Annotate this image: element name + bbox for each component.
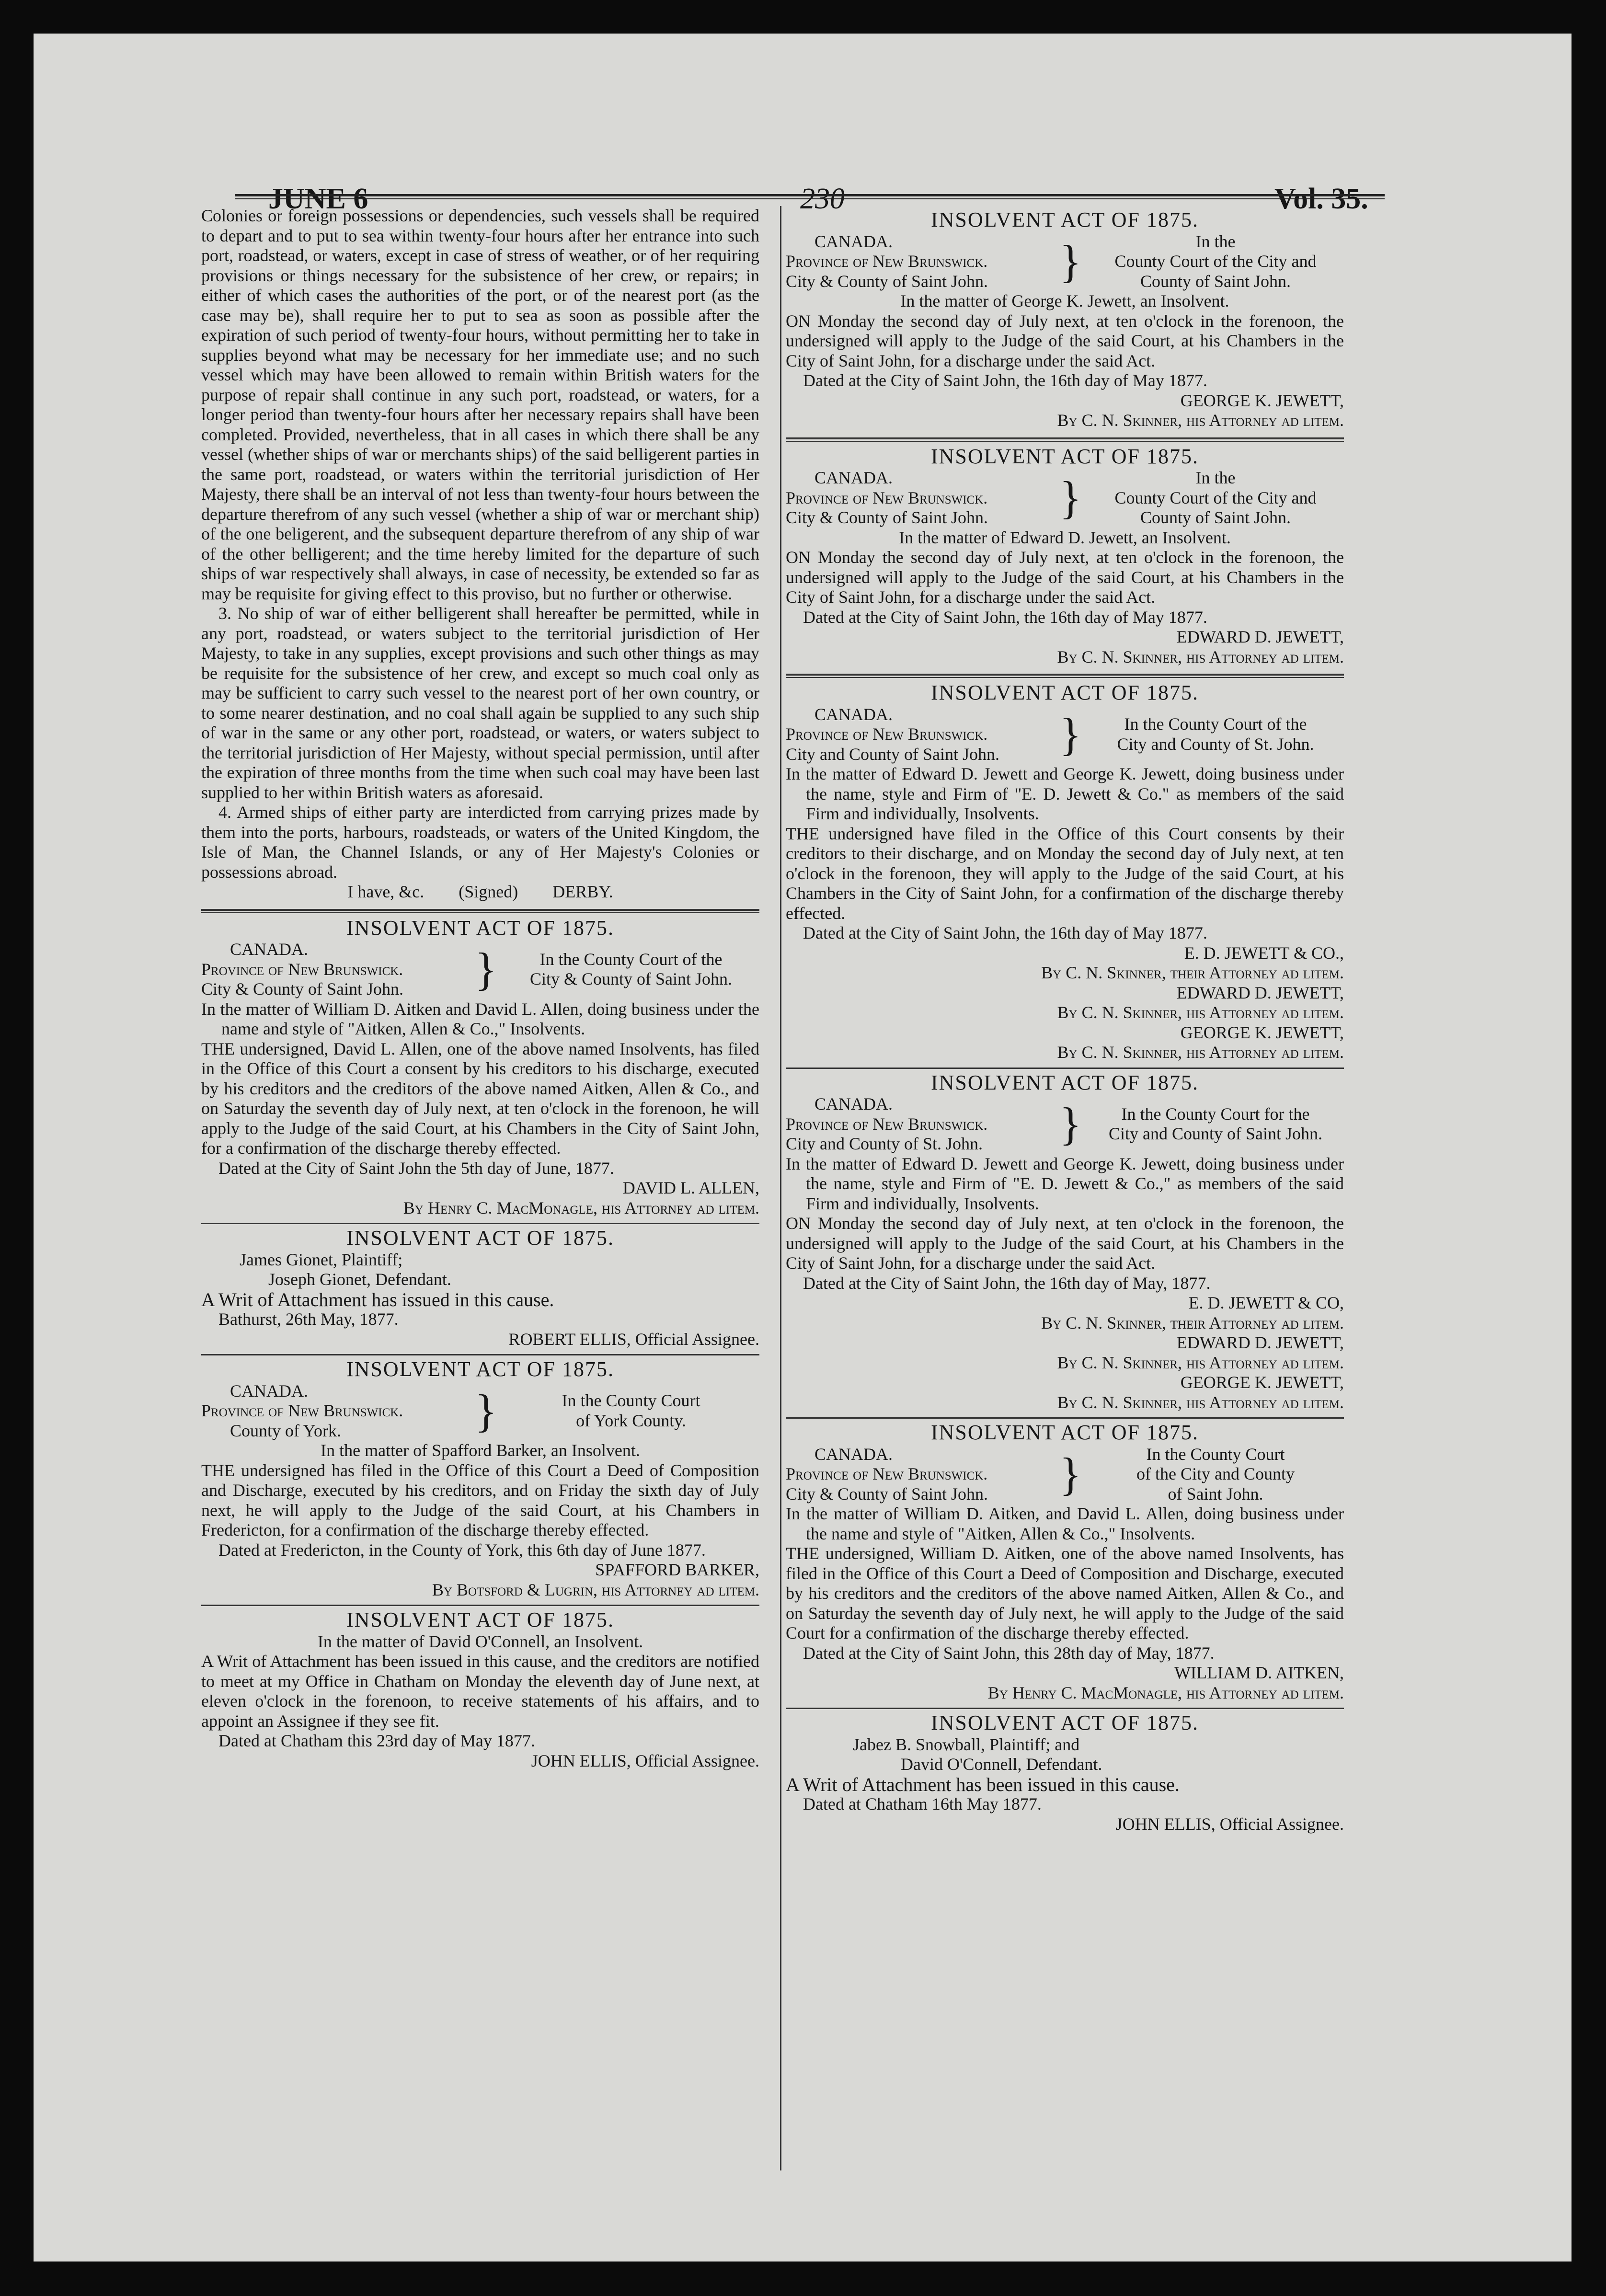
plaintiff-line: Jabez B. Snowball, Plaintiff; and: [853, 1734, 1080, 1754]
country-label: CANADA.: [814, 468, 893, 487]
signatory: E. D. JEWETT & CO.,: [1184, 943, 1344, 963]
clause-3: 3. No ship of war of either belligerent shall hereafter be permitted, while in any port, roadstead, or waters subject to the territorial jurisdiction of Her Majesty, to take in any supplies, except provisions and such other things as may be requisite for the subsistence of her crew, and except so much coal only as may be sufficient to carry such vessel to the nearest port of her own country, or to some nearer destination, and no coal shall again be supplied to any such ship of war in the same or any other port, roadstead, or waters, or waters subject to the territorial jurisdiction of Her Majesty, without special permission, until after the expiration of three months from the time when such coal may have been last supplied to her within British waters as aforesaid.: [201, 604, 759, 802]
notice-matter: In the matter of William D. Aitken and David L. Allen, doing business under the name and style of "Aitken, Allen & Co.," Insolvents.: [201, 999, 759, 1038]
writ-line: A Writ of Attachment has issued in this cause.: [201, 1288, 554, 1310]
court-heading: [786, 468, 1344, 528]
signatory: E. D. JEWETT & CO,: [1188, 1293, 1344, 1312]
signatory: EDWARD D. JEWETT,: [1176, 1333, 1344, 1352]
notice-title: INSOLVENT ACT OF 1875.: [930, 1070, 1199, 1094]
notice-gionet: [201, 1228, 759, 1349]
notice-jewett-firm-discharge: [786, 1070, 1344, 1413]
province-label: Province of New Brunswick.: [201, 959, 403, 979]
notice-body: THE undersigned, William D. Aitken, one of the above named Insolvents, has filed in the Office of this Court a Deed of Composition and Discharge, executed by his creditors and the creditors of the above named Aitken, Allen & Co., and on Saturday the seventh day of July next, he will apply to the Judge of the said Court for a confirmation of the discharge thereby effected.: [786, 1544, 1344, 1642]
notice-jewett-firm-consent: [786, 683, 1344, 1063]
notice-separator: [201, 909, 759, 913]
notice-title: INSOLVENT ACT OF 1875.: [346, 1226, 615, 1250]
attorney-line: By C. N. Skinner, his Attorney ad litem.: [1057, 1392, 1344, 1412]
notice-dated: Dated at the City of Saint John, the 16th day of May 1877.: [803, 923, 1207, 942]
country-label: CANADA.: [814, 231, 893, 251]
notice-barker: [201, 1359, 759, 1600]
court-line: City & County of Saint John.: [530, 969, 733, 989]
court-line: County Court of the City and: [1114, 488, 1317, 507]
notice-matter: In the matter of William D. Aitken, and David L. Allen, doing business under the name and style of "Aitken, Allen & Co.," Insolvents.: [786, 1504, 1344, 1543]
signatory: EDWARD D. JEWETT,: [1176, 627, 1344, 646]
notice-matter: In the matter of Spafford Barker, an Insolvent.: [321, 1441, 640, 1460]
notice-aitken-allen: [201, 918, 759, 1218]
signatory: GEORGE K. JEWETT,: [1180, 1373, 1344, 1392]
notice-separator: [786, 1068, 1344, 1069]
attorney-line: By C. N. Skinner, his Attorney ad litem.: [1057, 1353, 1344, 1372]
signatory: JOHN ELLIS, Official Assignee.: [531, 1751, 759, 1770]
province-label: Province of New Brunswick.: [786, 1464, 988, 1483]
county-label: City & County of Saint John.: [786, 271, 988, 291]
court-line: City and County of Saint John.: [1109, 1124, 1323, 1144]
notice-separator: [786, 674, 1344, 678]
attorney-line: By C. N. Skinner, his Attorney ad litem.: [1057, 411, 1344, 430]
notice-aitken: [786, 1423, 1344, 1703]
notice-matter: In the matter of Edward D. Jewett and George K. Jewett, doing business under the name, style and Firm of "E. D. Jewett & Co." as members of the said Firm and individually, Insolvents.: [786, 764, 1344, 823]
letter-closing: I have, &c. (Signed) DERBY.: [347, 882, 613, 901]
notice-separator: [201, 1605, 759, 1606]
notice-oconnell: [201, 1610, 759, 1771]
notice-matter: In the matter of Edward D. Jewett and George K. Jewett, doing business under the name, style and Firm of "E. D. Jewett & Co.," as members of the said Firm and individually, Insolvents.: [786, 1154, 1344, 1213]
notice-matter: In the matter of David O'Connell, an Insolvent.: [317, 1631, 643, 1651]
notice-title: INSOLVENT ACT OF 1875.: [930, 681, 1199, 704]
page-number: 230: [800, 183, 845, 215]
right-column: [786, 206, 1344, 1834]
notice-separator: [201, 1354, 759, 1355]
notice-body: ON Monday the second day of July next, at ten o'clock in the forenoon, the undersigned will apply to the Judge of the said Court, at his Chambers in the City of Saint John, for a discharge under the said Act.: [786, 311, 1344, 370]
defendant-line: David O'Connell, Defendant.: [901, 1755, 1102, 1774]
notice-edward-jewett: [786, 444, 1344, 667]
notice-body: THE undersigned have filed in the Office of this Court consents by their creditors to their discharge, and on Monday the second day of July next, at ten o'clock in the forenoon, they will apply to the Judge of the said Court, at his Chambers in the City of Saint John, for a confirmation of the discharge thereby effected.: [786, 824, 1344, 923]
notice-body: A Writ of Attachment has been issued in this cause, and the creditors are notified to meet at my Office in Chatham on Monday the eleventh day of June next, at eleven o'clock in the forenoon, to receive statements of his affairs, and to appoint an Assignee if they see fit.: [201, 1652, 759, 1731]
notice-dated: Dated at Fredericton, in the County of York, this 6th day of June 1877.: [218, 1540, 706, 1560]
notice-body: ON Monday the second day of July next, at ten o'clock in the forenoon, the undersigned will apply to the Judge of the said Court, at his Chambers in the City of Saint John, for a discharge under the said Act.: [786, 1214, 1344, 1273]
column-divider: [780, 206, 781, 2170]
court-line: In the County Court of the: [1124, 714, 1307, 734]
court-line: City and County of St. John.: [1117, 734, 1314, 754]
court-line: In the: [1195, 231, 1236, 251]
volume-number: Vol. 35.: [1274, 183, 1368, 215]
attorney-line: By C. N. Skinner, his Attorney ad litem.: [1057, 647, 1344, 666]
brace-glyph: }: [475, 943, 497, 995]
notice-separator: [786, 1417, 1344, 1419]
court-heading: [786, 232, 1344, 292]
province-label: Province of New Brunswick.: [201, 1401, 403, 1420]
attorney-line: By C. N. Skinner, his Attorney ad litem.: [1057, 1003, 1344, 1022]
signatory: ROBERT ELLIS, Official Assignee.: [508, 1329, 759, 1349]
country-label: CANADA.: [230, 940, 309, 959]
county-label: City & County of Saint John.: [786, 1484, 988, 1504]
left-column: [201, 206, 759, 1771]
court-heading: [201, 1381, 759, 1441]
signatory: SPAFFORD BARKER,: [595, 1560, 759, 1579]
court-line: County Court of the City and: [1114, 252, 1317, 271]
defendant-line: Joseph Gionet, Defendant.: [268, 1270, 451, 1289]
notice-title: INSOLVENT ACT OF 1875.: [346, 1357, 615, 1381]
notice-dated: Bathurst, 26th May, 1877.: [218, 1309, 399, 1329]
notice-title: INSOLVENT ACT OF 1875.: [930, 444, 1199, 468]
court-line: of the City and County: [1136, 1464, 1295, 1483]
brace-glyph: }: [1059, 1448, 1082, 1500]
attorney-line: By C. N. Skinner, his Attorney ad litem.: [1057, 1043, 1344, 1062]
notice-title: INSOLVENT ACT OF 1875.: [930, 1421, 1199, 1444]
notice-title: INSOLVENT ACT OF 1875.: [930, 1711, 1199, 1734]
county-label: City & County of Saint John.: [201, 979, 404, 999]
signatory: GEORGE K. JEWETT,: [1180, 390, 1344, 410]
signatory: DAVID L. ALLEN,: [622, 1178, 759, 1197]
province-label: Province of New Brunswick.: [786, 488, 988, 507]
brace-glyph: }: [1059, 472, 1082, 524]
county-label: City and County of Saint John.: [786, 744, 1000, 764]
notice-dated: Dated at the City of Saint John, the 16th day of May, 1877.: [803, 1273, 1211, 1293]
notice-body: ON Monday the second day of July next, at ten o'clock in the forenoon, the undersigned will apply to the Judge of the said Court, at his Chambers in the City of Saint John, for a discharge under the said Act.: [786, 548, 1344, 607]
notice-george-jewett: [786, 210, 1344, 431]
province-label: Province of New Brunswick.: [786, 724, 988, 744]
country-label: CANADA.: [814, 704, 893, 724]
country-label: CANADA.: [230, 1381, 309, 1401]
notice-separator: [786, 1708, 1344, 1709]
signatory: JOHN ELLIS, Official Assignee.: [1115, 1814, 1344, 1834]
court-line: In the County Court: [562, 1391, 700, 1411]
court-line: County of Saint John.: [1140, 271, 1291, 291]
court-heading: [201, 940, 759, 999]
clause-4: 4. Armed ships of either party are interdicted from carrying prizes made by them into the ports, harbours, roadsteads, or waters of the United Kingdom, the Isle of Man, the Channel Islands, or any of Her Majesty's Colonies or possessions abroad.: [201, 803, 759, 882]
issue-date: JUNE 6: [268, 183, 368, 215]
notice-snowball: [786, 1713, 1344, 1834]
court-line: In the: [1195, 468, 1236, 487]
notice-matter: In the matter of George K. Jewett, an Insolvent.: [900, 291, 1229, 310]
notice-title: INSOLVENT ACT OF 1875.: [346, 916, 615, 940]
court-heading: [786, 1445, 1344, 1504]
notice-separator: [786, 437, 1344, 442]
notice-dated: Dated at the City of Saint John the 5th day of June, 1877.: [218, 1158, 614, 1178]
brace-glyph: }: [475, 1385, 497, 1436]
attorney-line: By Henry C. MacMonagle, his Attorney ad litem.: [403, 1198, 759, 1217]
notice-title: INSOLVENT ACT OF 1875.: [346, 1608, 615, 1631]
country-label: CANADA.: [814, 1444, 893, 1464]
court-line: In the County Court for the: [1121, 1104, 1310, 1124]
brace-glyph: }: [1059, 1098, 1082, 1150]
court-line: County of Saint John.: [1140, 508, 1291, 527]
attorney-line: By C. N. Skinner, their Attorney ad litem.: [1041, 1313, 1344, 1332]
writ-line: A Writ of Attachment has been issued in this cause.: [786, 1773, 1180, 1795]
notice-dated: Dated at Chatham this 23rd day of May 1877.: [218, 1731, 535, 1750]
court-line: In the County Court: [1146, 1444, 1285, 1464]
notice-dated: Dated at the City of Saint John, this 28th day of May, 1877.: [803, 1643, 1215, 1663]
signatory: EDWARD D. JEWETT,: [1176, 983, 1344, 1002]
notice-body: THE undersigned, David L. Allen, one of the above named Insolvents, has filed in the Office of this Court a consent by his creditors to his discharge, executed by his creditors and the creditors of the above named Aitken, Allen & Co., and on Saturday the seventh day of July next, at ten o'clock in the forenoon, he will apply to the Judge of the said Court, at his Chambers in the City of Saint John, for a confirmation of the discharge thereby effected.: [201, 1039, 759, 1158]
province-label: Province of New Brunswick.: [786, 252, 988, 271]
notice-separator: [201, 1223, 759, 1224]
country-label: CANADA.: [814, 1094, 893, 1114]
notice-dated: Dated at the City of Saint John, the 16th day of May 1877.: [803, 607, 1207, 627]
header-rule: [235, 194, 1385, 199]
notice-dated: Dated at the City of Saint John, the 16th day of May 1877.: [803, 371, 1207, 390]
signatory: GEORGE K. JEWETT,: [1180, 1022, 1344, 1042]
province-label: Province of New Brunswick.: [786, 1114, 988, 1134]
continued-paragraph: Colonies or foreign possessions or dependencies, such vessels shall be required to depart and to put to sea within twenty-four hours after her entrance into such port, roadstead, or waters, except in case of stress of weather, or of her requiring provisions or things necessary for the subsistence of her crew, or repairs; in either of which cases the authorities of the port, or of the nearest port (as the case may be), shall require her to put to sea as soon as possible after the expiration of such period of twenty-four hours, without permitting her to take in supplies beyond what may be necessary for her immediate use; and no such vessel which may have been allowed to remain within British waters for the purpose of repair shall continue in any such port, roadstead, or waters, for a longer period than twenty-four hours after her necessary repairs shall have been completed. Provided, nevertheless, that in all cases in which there shall be any vessel (whether ships of war or merchants ships) of the said belligerent parties in the same port, roadstead, or waters within the territorial jurisdiction of Her Majesty, there shall be an interval of not less than twenty-four hours between the departure therefrom of any such vessel (whether a ship of war or merchant ship) of the one beligerent, and the subsequent departure therefrom of any ship of war of the other belligerent; and the time hereby limited for the departure of such ships of war respectively shall always, in case of necessity, be extended so far as may be requisite for giving effect to this proviso, but no further or otherwise.: [201, 206, 759, 603]
county-label: City and County of St. John.: [786, 1134, 983, 1153]
brace-glyph: }: [1059, 235, 1082, 287]
notice-body: THE undersigned has filed in the Office of this Court a Deed of Composition and Discharge, executed by his creditors, and on Friday the sixth day of July next, he will apply to the Judge of the said Court, at his Chambers in Fredericton, for a confirmation of the discharge thereby effected.: [201, 1460, 759, 1539]
attorney-line: By C. N. Skinner, their Attorney ad litem.: [1041, 963, 1344, 982]
county-label: County of York.: [230, 1421, 342, 1440]
attorney-line: By Botsford & Lugrin, his Attorney ad litem.: [432, 1580, 759, 1599]
county-label: City & County of Saint John.: [786, 508, 988, 527]
brace-glyph: }: [1059, 708, 1082, 760]
notice-matter: In the matter of Edward D. Jewett, an Insolvent.: [899, 528, 1231, 547]
plaintiff-line: James Gionet, Plaintiff;: [240, 1250, 403, 1269]
court-heading: [786, 705, 1344, 765]
court-line: of Saint John.: [1168, 1484, 1263, 1504]
signatory: WILLIAM D. AITKEN,: [1174, 1663, 1344, 1682]
court-line: of York County.: [576, 1411, 686, 1430]
attorney-line: By Henry C. MacMonagle, his Attorney ad litem.: [987, 1683, 1344, 1702]
court-line: In the County Court of the: [539, 949, 723, 969]
notice-dated: Dated at Chatham 16th May 1877.: [803, 1794, 1042, 1814]
court-heading: [786, 1094, 1344, 1154]
notice-title: INSOLVENT ACT OF 1875.: [930, 208, 1199, 231]
